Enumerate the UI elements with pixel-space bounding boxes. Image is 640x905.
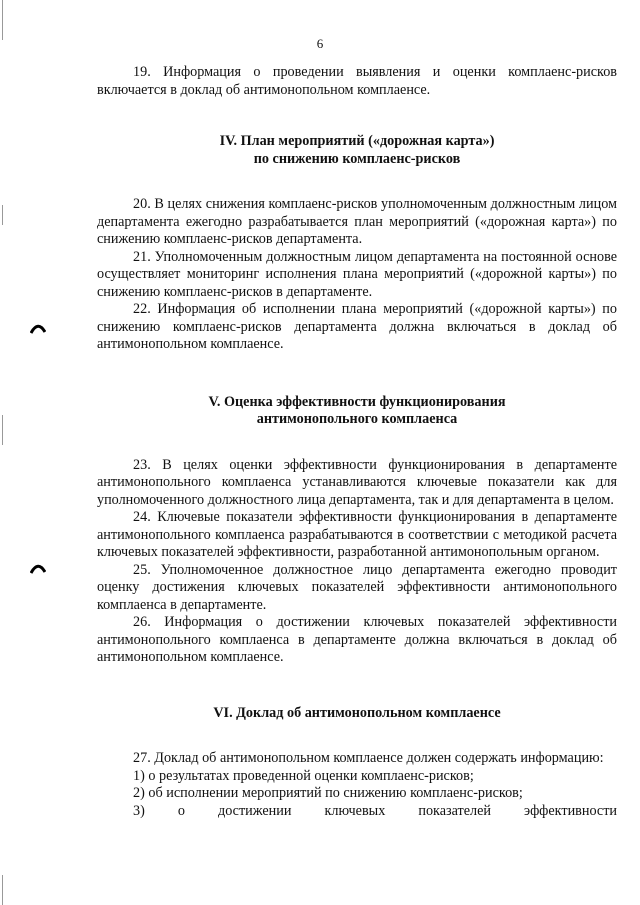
document-body <box>97 64 617 820</box>
paragraph-20: 20. В целях снижения комплаенс-рисков уполномоченным должностным лицом департамента ежегодно разрабатывается план мероприятий («дорожная карта») по снижению комплаенс-рисков департамента. <box>97 196 617 247</box>
scan-edge-line <box>2 875 3 905</box>
section-4-title <box>97 133 617 168</box>
binding-hole-mark-icon <box>30 322 46 334</box>
list-item: 1) о результатах проведенной оценки комплаенс-рисков; <box>133 767 474 784</box>
paragraph-25: 25. Уполномоченное должностное лицо департамента ежегодно проводит оценку достижения ключевых показателей эффективности антимонопольного комплаенса в департаменте. <box>97 561 617 613</box>
paragraph-19: 19. Информация о проведении выявления и оценки комплаенс-рисков включается в доклад об антимонопольном комплаенсе. <box>97 64 617 98</box>
section-4-title-line1: IV. План мероприятий («дорожная карта») <box>219 133 495 149</box>
list-item: 3) о достижении ключевых показателей эффективности <box>133 802 617 819</box>
scan-edge-line <box>2 0 3 40</box>
scan-edge-line <box>2 205 3 225</box>
section-4-title-line2: по снижению комплаенс-рисков <box>253 150 461 167</box>
section-5-title-line1: V. Оценка эффективности функционирования <box>208 393 506 410</box>
page-number: 6 <box>316 36 324 51</box>
binding-hole-mark-icon <box>30 562 46 574</box>
section-6-title: VI. Доклад об антимонопольном комплаенсе <box>213 704 501 721</box>
section-5-title <box>97 394 617 429</box>
paragraph-23: 23. В целях оценки эффективности функционирования в департаменте антимонопольного комплаенса устанавливаются ключевые показатели как для уполномоченного должностного лица департамента, так и для департамента в целом. <box>97 456 617 508</box>
section-5-title-line2: антимонопольного комплаенса <box>256 411 458 427</box>
list-item: 2) об исполнении мероприятий по снижению комплаенс-рисков; <box>133 785 523 801</box>
paragraph-21: 21. Уполномоченным должностным лицом департамента на постоянной основе осуществляет мониторинг исполнения плана мероприятий («дорожной карты») по снижению комплаенс-рисков в департаменте. <box>97 248 617 300</box>
paragraph-26: 26. Информация о достижении ключевых показателей эффективности антимонопольного комплаенса в департаменте должна включаться в доклад об антимонопольном комплаенсе. <box>97 614 617 665</box>
paragraph-27: 27. Доклад об антимонопольном комплаенсе должен содержать информацию: <box>133 750 604 766</box>
scan-edge-line <box>2 415 3 445</box>
paragraph-22: 22. Информация об исполнении плана мероприятий («дорожной карты») по снижению комплаенс-рисков департамента должна включаться в доклад об антимонопольном комплаенсе. <box>97 301 617 352</box>
paragraph-24: 24. Ключевые показатели эффективности функционирования в департаменте антимонопольного комплаенса разрабатываются в соответствии с методикой расчета ключевых показателей эффективности, разработанной антимонопольным органом. <box>97 509 617 560</box>
